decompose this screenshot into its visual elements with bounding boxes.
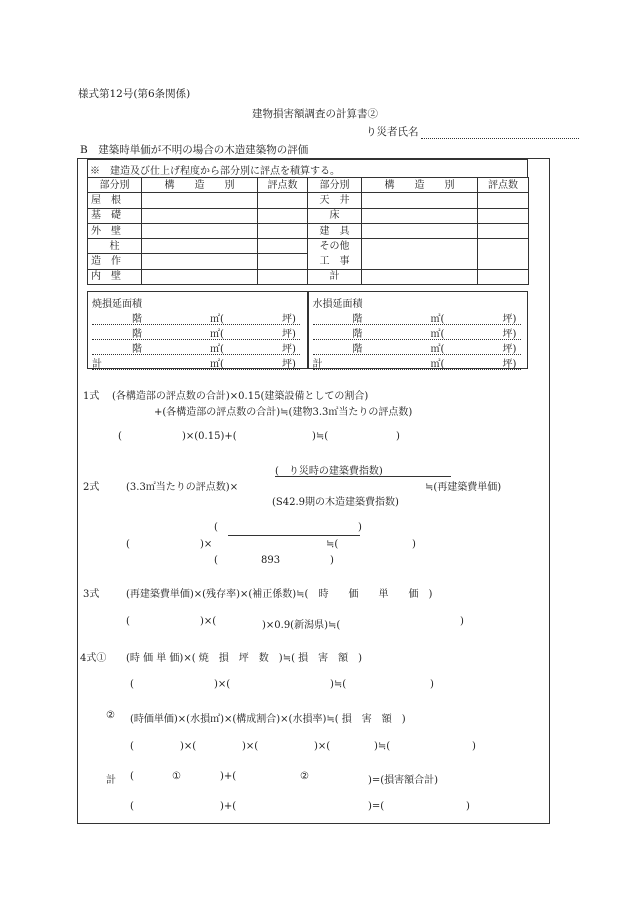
water-area-box xyxy=(308,291,529,369)
row-label-floor: 床 xyxy=(308,208,362,223)
tsubo-label: 坪) xyxy=(282,359,296,370)
table-row xyxy=(88,193,529,208)
col-header-score-2: 評点数 xyxy=(478,178,529,193)
formula-2-calc-top-open: ( xyxy=(214,522,218,533)
cell-input[interactable] xyxy=(478,269,529,284)
formula-4b-calc-times-1[interactable]: )×( xyxy=(180,741,197,752)
formula-2-calc-bottom-open: ( xyxy=(214,555,218,566)
formula-4b-calc-times-3[interactable]: )×( xyxy=(314,741,331,752)
formula-3-main: (再建築費単価)×(残存率)×(補正係数)≒( 時 価 単 価 ) xyxy=(126,589,433,600)
formula-1-calc-mid[interactable]: )×(0.15)+( xyxy=(182,431,237,442)
cell-input[interactable] xyxy=(142,254,258,269)
col-header-part-2: 部分別 xyxy=(308,178,362,193)
cell-input[interactable] xyxy=(142,223,258,238)
total-circle-1: ① xyxy=(172,771,181,782)
floor-label: 階 xyxy=(352,314,363,325)
index-value: 893 xyxy=(261,555,281,566)
fire-area-row[interactable] xyxy=(92,340,300,355)
fire-area-row[interactable] xyxy=(92,310,300,325)
sqm-label: ㎡( xyxy=(210,359,224,370)
cell-input[interactable] xyxy=(478,193,529,208)
row-label-roof: 屋 根 xyxy=(88,193,142,208)
formula-3-calc-times[interactable]: )×( xyxy=(200,616,217,627)
cell-input[interactable] xyxy=(142,193,258,208)
cell-input[interactable] xyxy=(258,223,308,238)
tsubo-label: 坪) xyxy=(502,344,517,355)
sqm-label: ㎡( xyxy=(210,344,224,355)
tsubo-label: 坪) xyxy=(282,314,296,325)
fire-area-total-row[interactable] xyxy=(92,355,300,370)
document-title: 建物損害額調査の計算書② xyxy=(252,108,378,120)
table-row xyxy=(88,208,529,223)
col-header-structure-2: 構 造 別 xyxy=(362,178,478,193)
cell-input[interactable] xyxy=(478,239,529,270)
formula-2-calc-times[interactable]: )× xyxy=(200,539,213,550)
cell-input[interactable] xyxy=(142,239,258,254)
total-circle-2: ② xyxy=(300,771,309,782)
tsubo-label: 坪) xyxy=(502,329,517,340)
sqm-label: ㎡( xyxy=(430,344,445,355)
section-heading: B 建築時単価が不明の場合の木造建築物の評価 xyxy=(80,144,309,156)
formula-4-label: 4式① xyxy=(80,653,107,664)
formula-2-calc-bottom-close: ) xyxy=(330,555,334,566)
row-label-fixture: 造 作 xyxy=(88,254,142,269)
formula-2-main: (3.3㎡当たりの評点数)× xyxy=(126,482,239,493)
col-header-structure: 構 造 別 xyxy=(142,178,258,193)
floor-label: 階 xyxy=(352,344,363,355)
sqm-label: ㎡( xyxy=(210,314,224,325)
water-area-total-row[interactable] xyxy=(313,355,521,370)
fraction-bar xyxy=(275,476,451,477)
form-number: 様式第12号(第6条関係) xyxy=(78,88,191,100)
formula-2-calc-close: ) xyxy=(412,539,416,550)
water-area-title: 水損延面積 xyxy=(312,299,363,310)
col-header-score: 評点数 xyxy=(258,178,308,193)
row-label-exterior-wall: 外 壁 xyxy=(88,223,142,238)
applicant-name-field[interactable] xyxy=(366,124,579,139)
total-calc-close: ) xyxy=(466,801,470,812)
formula-4b-calc-times-2[interactable]: )×( xyxy=(242,741,259,752)
col-header-part: 部分別 xyxy=(88,178,142,193)
cell-input[interactable] xyxy=(142,269,258,284)
fire-area-title: 焼損延面積 xyxy=(92,299,142,310)
formula-3-label: 3式 xyxy=(83,589,100,600)
formula-4b-calc-close: ) xyxy=(472,741,476,752)
formula-2-calc-approx[interactable]: ≒( xyxy=(326,539,339,550)
row-label-interior-wall: 内 壁 xyxy=(88,269,142,284)
formula-1-calc-approx[interactable]: )≒( xyxy=(312,431,329,442)
cell-input[interactable] xyxy=(258,239,308,254)
formula-4-calc-open: ( xyxy=(130,679,134,690)
formula-1-calc-open: ( xyxy=(118,431,122,442)
cell-input[interactable] xyxy=(258,269,308,284)
tsubo-label: 坪) xyxy=(282,344,296,355)
formula-2-calc-top-close: ) xyxy=(358,522,362,533)
cell-input[interactable] xyxy=(478,223,529,238)
row-label-pillar: 柱 xyxy=(88,239,142,254)
formula-4-calc-times[interactable]: )×( xyxy=(214,679,231,690)
floor-label: 階 xyxy=(132,314,142,325)
table-row xyxy=(88,239,529,254)
floor-label: 階 xyxy=(352,329,363,340)
fraction-bar xyxy=(228,535,360,536)
row-label-foundation: 基 礎 xyxy=(88,208,142,223)
cell-input[interactable] xyxy=(258,193,308,208)
total-result: )=(損害額合計) xyxy=(368,775,439,786)
row-label-fittings: 建 具 xyxy=(308,223,362,238)
formula-4-main: (時 価 単 価)×( 焼 損 坪 数 )≒( 損 害 額 ) xyxy=(126,653,363,664)
formula-4b-calc-open: ( xyxy=(130,741,134,752)
formula-1-calc-close: ) xyxy=(396,431,400,442)
row-label-work: 工 事 xyxy=(308,254,362,269)
formula-1-label: 1式 xyxy=(83,391,100,402)
formula-4-calc-close: ) xyxy=(430,679,434,690)
cell-input[interactable] xyxy=(362,269,478,284)
total-calc-plus[interactable]: )+( xyxy=(220,801,237,812)
water-area-row[interactable] xyxy=(313,325,521,340)
total-label: 計 xyxy=(312,359,323,370)
row-label-ceiling: 天 井 xyxy=(308,193,362,208)
floor-label: 階 xyxy=(132,344,142,355)
note-text: ※ 建造及び仕上げ程度から部分別に評点を積算する。 xyxy=(90,166,340,177)
total-plus: )+( xyxy=(220,771,237,782)
cell-input[interactable] xyxy=(362,239,478,270)
total-calc-open: ( xyxy=(130,801,134,812)
formula-4-calc-approx[interactable]: )≒( xyxy=(330,679,347,690)
sqm-label: ㎡( xyxy=(430,359,445,370)
formula-1-line2: +(各構造部の評点数の合計)≒(建物3.3㎡当たりの評点数) xyxy=(154,407,413,418)
total-open: ( xyxy=(130,771,134,782)
sqm-label: ㎡( xyxy=(210,329,224,340)
formula-3-calc-open: ( xyxy=(126,616,130,627)
table-header-row xyxy=(88,178,529,193)
total-label: 計 xyxy=(106,775,116,786)
formula-4b-label: ② xyxy=(106,710,115,721)
cell-input[interactable] xyxy=(142,208,258,223)
row-label-other: その他 xyxy=(308,239,362,254)
sqm-label: ㎡( xyxy=(430,329,445,340)
fire-area-row[interactable] xyxy=(92,325,300,340)
cell-input[interactable] xyxy=(362,208,478,223)
formula-2-calc-open: ( xyxy=(126,539,130,550)
water-area-row[interactable] xyxy=(313,340,521,355)
formula-3-calc-approx[interactable]: )×0.9(新潟県)≒( xyxy=(262,620,341,631)
cell-input[interactable] xyxy=(258,208,308,223)
formula-2-label: 2式 xyxy=(83,482,100,493)
evaluation-table xyxy=(87,177,529,285)
total-label: 計 xyxy=(92,359,102,370)
cell-input[interactable] xyxy=(258,254,308,269)
formula-4b-main: (時価単価)×(水損㎡)×(構成割合)×(水損率)≒( 損 害 額 ) xyxy=(130,714,406,725)
tsubo-label: 坪) xyxy=(502,359,517,370)
tsubo-label: 坪) xyxy=(282,329,296,340)
fire-area-box xyxy=(87,291,308,369)
applicant-label: り災者氏名 xyxy=(366,126,419,138)
total-calc-equals[interactable]: )=( xyxy=(368,801,385,812)
floor-label: 階 xyxy=(132,329,142,340)
applicant-name-blank[interactable] xyxy=(421,127,579,139)
formula-2-numerator: ( り災時の建築費指数) xyxy=(275,466,383,477)
table-row xyxy=(88,269,529,284)
formula-1-line1: (各構造部の評点数の合計)×0.15(建築設備としての割合) xyxy=(112,391,369,402)
cell-input[interactable] xyxy=(478,208,529,223)
formula-3-calc-close: ) xyxy=(460,616,464,627)
sqm-label: ㎡( xyxy=(430,314,445,325)
tsubo-label: 坪) xyxy=(502,314,517,325)
table-row xyxy=(88,223,529,238)
cell-input[interactable] xyxy=(362,193,478,208)
formula-4b-calc-approx[interactable]: )≒( xyxy=(374,741,391,752)
row-label-total: 計 xyxy=(308,269,362,284)
formula-2-result: ≒(再建築費単価) xyxy=(425,482,502,493)
cell-input[interactable] xyxy=(362,223,478,238)
water-area-row[interactable] xyxy=(313,310,521,325)
formula-2-denominator: (S42.9期の木造建築費指数) xyxy=(272,497,399,508)
